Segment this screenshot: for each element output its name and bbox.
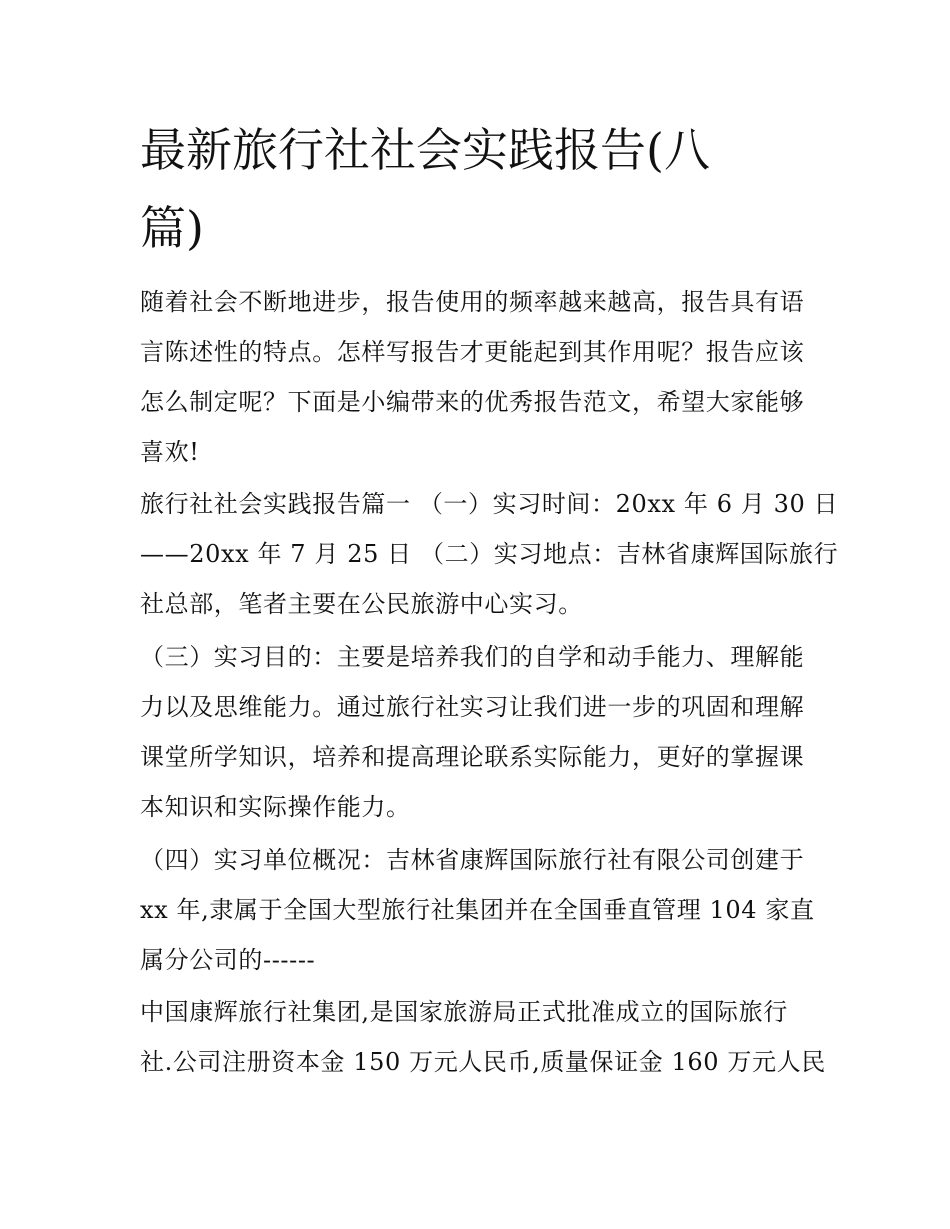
text-line: 言陈述性的特点。怎样写报告才更能起到其作用呢？报告应该	[140, 338, 805, 366]
text-line: 旅行社社会实践报告篇一 （一）实习时间：20xx 年 6 月 30 日	[140, 490, 839, 518]
text-line: 中国康辉旅行社集团,是国家旅游局正式批准成立的国际旅行	[140, 998, 788, 1026]
text-line: 社总部，笔者主要在公民旅游中心实习。	[140, 590, 583, 618]
document-title-line: 篇)	[140, 201, 204, 255]
text-line: 喜欢!	[140, 438, 200, 466]
document-title-line: 最新旅行社社会实践报告(八	[140, 123, 710, 177]
text-line: （四）实习单位概况：吉林省康辉国际旅行社有限公司创建于	[140, 846, 805, 874]
text-line: 社.公司注册资本金 150 万元人民币,质量保证金 160 万元人民	[140, 1048, 826, 1076]
text-line: 课堂所学知识，培养和提高理论联系实际能力，更好的掌握课	[140, 743, 805, 771]
text-line: 随着社会不断地进步，报告使用的频率越来越高，报告具有语	[140, 288, 805, 316]
text-line: 属分公司的------	[140, 946, 316, 974]
text-line: 怎么制定呢？下面是小编带来的优秀报告范文，希望大家能够	[140, 388, 805, 416]
text-line: ——20xx 年 7 月 25 日 （二）实习地点：吉林省康辉国际旅行	[140, 540, 839, 568]
text-line: 力以及思维能力。通过旅行社实习让我们进一步的巩固和理解	[140, 693, 805, 721]
text-line: （三）实习目的：主要是培养我们的自学和动手能力、理解能	[140, 643, 805, 671]
text-line: 本知识和实际操作能力。	[140, 793, 411, 821]
text-line: xx 年,隶属于全国大型旅行社集团并在全国垂直管理 104 家直	[140, 896, 815, 924]
